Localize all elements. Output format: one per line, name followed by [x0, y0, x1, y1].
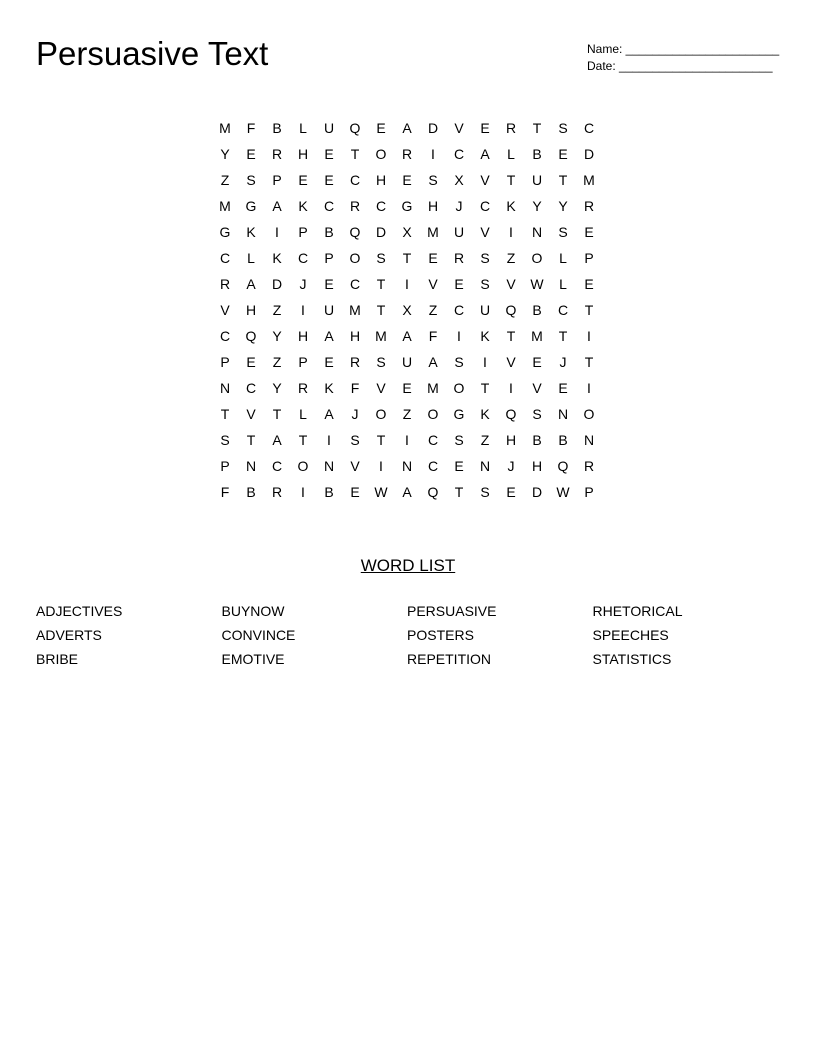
grid-letter: D	[375, 224, 387, 240]
grid-letter: T	[402, 250, 412, 266]
grid-letter: H	[505, 432, 517, 448]
grid-letter: V	[506, 276, 516, 292]
grid-letter: G	[453, 406, 465, 422]
grid-letter: Q	[349, 224, 361, 240]
grid-letter: R	[349, 354, 361, 370]
grid-letter: X	[402, 224, 412, 240]
grid-letter: C	[557, 302, 569, 318]
grid-letter: E	[480, 120, 490, 136]
grid-letter: E	[350, 484, 360, 500]
grid-letter: Z	[272, 302, 282, 318]
grid-letter: E	[454, 276, 464, 292]
grid-letter: U	[453, 224, 465, 240]
word-list-item: EMOTIVE	[221, 651, 285, 667]
grid-letter: U	[323, 302, 335, 318]
grid-letter: J	[507, 458, 515, 474]
grid-letter: M	[427, 224, 439, 240]
grid-letter: Q	[505, 406, 517, 422]
grid-letter: L	[299, 406, 307, 422]
grid-letter: O	[375, 406, 387, 422]
grid-letter: U	[479, 302, 491, 318]
grid-letter: V	[220, 302, 230, 318]
grid-letter: T	[454, 484, 464, 500]
grid-letter: B	[532, 432, 542, 448]
grid-letter: N	[219, 380, 231, 396]
grid-letter: Y	[272, 328, 282, 344]
grid-letter: L	[299, 120, 307, 136]
grid-letter: W	[374, 484, 388, 500]
grid-letter: G	[245, 198, 257, 214]
word-list-item: BRIBE	[36, 651, 79, 667]
grid-letter: L	[247, 250, 255, 266]
word-list-item: BUYNOW	[221, 603, 285, 619]
grid-letter: Q	[349, 120, 361, 136]
grid-letter: B	[532, 146, 542, 162]
grid-letter: Y	[532, 198, 542, 214]
grid-letter: E	[454, 458, 464, 474]
grid-letter: T	[506, 328, 516, 344]
grid-letter: Q	[557, 458, 569, 474]
grid-letter: I	[587, 328, 591, 344]
grid-letter: J	[299, 276, 307, 292]
grid-letter: F	[350, 380, 360, 396]
grid-letter: N	[401, 458, 413, 474]
grid-letter: T	[246, 432, 256, 448]
grid-letter: F	[220, 484, 230, 500]
word-list-item: ADVERTS	[36, 627, 102, 643]
grid-letter: Z	[480, 432, 490, 448]
grid-letter: C	[479, 198, 491, 214]
grid-letter: V	[428, 276, 438, 292]
grid-letter: K	[324, 380, 334, 396]
grid-letter: B	[532, 302, 542, 318]
grid-letter: T	[584, 302, 594, 318]
grid-letter: V	[376, 380, 386, 396]
grid-letter: R	[583, 458, 595, 474]
grid-letter: R	[271, 484, 283, 500]
grid-letter: Z	[220, 172, 230, 188]
grid-letter: H	[349, 328, 361, 344]
grid-letter: Z	[506, 250, 516, 266]
grid-letter: C	[583, 120, 595, 136]
grid-letter: T	[506, 172, 516, 188]
grid-letter: A	[324, 406, 334, 422]
grid-letter: V	[480, 172, 490, 188]
word-list-item: REPETITION	[407, 651, 492, 667]
grid-letter: B	[272, 120, 282, 136]
grid-letter: H	[531, 458, 543, 474]
grid-letter: I	[301, 302, 305, 318]
grid-letter: B	[324, 224, 334, 240]
grid-letter: R	[583, 198, 595, 214]
grid-letter: S	[480, 250, 490, 266]
grid-letter: D	[583, 146, 595, 162]
grid-letter: A	[402, 328, 412, 344]
grid-letter: A	[246, 276, 256, 292]
grid-letter: I	[483, 354, 487, 370]
grid-letter: T	[272, 406, 282, 422]
grid-letter: N	[479, 458, 491, 474]
grid-letter: C	[427, 432, 439, 448]
grid-letter: T	[532, 120, 542, 136]
name-date-block	[587, 41, 779, 75]
grid-letter: U	[323, 120, 335, 136]
grid-letter: V	[480, 224, 490, 240]
word-list-item: STATISTICS	[592, 651, 672, 667]
grid-letter: D	[427, 120, 439, 136]
grid-letter: B	[324, 484, 334, 500]
grid-letter: M	[375, 328, 387, 344]
grid-letter: R	[271, 146, 283, 162]
grid-letter: E	[324, 354, 334, 370]
grid-letter: E	[246, 146, 256, 162]
grid-letter: Y	[272, 380, 282, 396]
grid-letter: R	[297, 380, 309, 396]
grid-letter: I	[509, 380, 513, 396]
grid-letter: P	[272, 172, 282, 188]
grid-letter: V	[532, 380, 542, 396]
grid-letter: V	[454, 120, 464, 136]
grid-letter: O	[349, 250, 361, 266]
grid-letter: M	[219, 198, 231, 214]
grid-letter: M	[531, 328, 543, 344]
word-list-item: SPEECHES	[592, 627, 669, 643]
grid-letter: S	[454, 432, 464, 448]
grid-letter: Q	[245, 328, 257, 344]
grid-letter: A	[272, 198, 282, 214]
grid-letter: M	[427, 380, 439, 396]
grid-letter: S	[350, 432, 360, 448]
grid-letter: A	[324, 328, 334, 344]
grid-letter: C	[219, 328, 231, 344]
grid-letter: E	[324, 172, 334, 188]
grid-letter: I	[431, 146, 435, 162]
grid-letter: F	[246, 120, 256, 136]
grid-letter: T	[376, 302, 386, 318]
grid-letter: T	[350, 146, 360, 162]
grid-letter: X	[402, 302, 412, 318]
grid-letter: N	[245, 458, 257, 474]
grid-letter: M	[219, 120, 231, 136]
grid-letter: H	[375, 172, 387, 188]
grid-letter: I	[301, 484, 305, 500]
grid-letter: Z	[428, 302, 438, 318]
grid-letter: I	[587, 380, 591, 396]
word-list-heading: WORD LIST	[360, 556, 456, 575]
grid-letter: T	[220, 406, 230, 422]
grid-letter: L	[559, 276, 567, 292]
grid-letter: E	[584, 276, 594, 292]
grid-letter: E	[402, 172, 412, 188]
grid-letter: S	[532, 406, 542, 422]
grid-letter: S	[454, 354, 464, 370]
grid-letter: D	[271, 276, 283, 292]
grid-letter: V	[506, 354, 516, 370]
grid-letter: D	[531, 484, 543, 500]
grid-letter: A	[272, 432, 282, 448]
grid-letter: M	[349, 302, 361, 318]
grid-letter: C	[219, 250, 231, 266]
word-list-item: ADJECTIVES	[36, 603, 123, 619]
grid-letter: A	[402, 484, 412, 500]
grid-letter: E	[324, 146, 334, 162]
grid-letter: Q	[505, 302, 517, 318]
grid-letter: T	[298, 432, 308, 448]
grid-letter: Z	[272, 354, 282, 370]
grid-letter: L	[559, 250, 567, 266]
grid-letter: R	[219, 276, 231, 292]
grid-letter: S	[480, 484, 490, 500]
grid-letter: S	[376, 354, 386, 370]
grid-letter: E	[298, 172, 308, 188]
grid-letter: C	[271, 458, 283, 474]
grid-letter: K	[506, 198, 516, 214]
grid-letter: S	[480, 276, 490, 292]
grid-letter: C	[427, 458, 439, 474]
grid-letter: T	[558, 172, 568, 188]
grid-letter: N	[323, 458, 335, 474]
grid-letter: K	[298, 198, 308, 214]
grid-letter: E	[402, 380, 412, 396]
grid-letter: T	[558, 328, 568, 344]
grid-letter: G	[219, 224, 231, 240]
grid-letter: E	[324, 276, 334, 292]
grid-letter: I	[379, 458, 383, 474]
grid-letter: C	[349, 276, 361, 292]
grid-letter: C	[375, 198, 387, 214]
grid-letter: Y	[558, 198, 568, 214]
grid-letter: Q	[427, 484, 439, 500]
grid-letter: N	[583, 432, 595, 448]
grid-letter: C	[453, 302, 465, 318]
grid-letter: E	[506, 484, 516, 500]
grid-letter: Y	[220, 146, 230, 162]
grid-letter: K	[480, 406, 490, 422]
grid-letter: H	[297, 146, 309, 162]
grid-letter: W	[530, 276, 544, 292]
letter-grid	[212, 115, 602, 505]
grid-letter: P	[584, 484, 594, 500]
grid-letter: R	[453, 250, 465, 266]
grid-letter: H	[297, 328, 309, 344]
grid-letter: Z	[402, 406, 412, 422]
grid-letter: J	[351, 406, 359, 422]
grid-letter: O	[297, 458, 309, 474]
date-line: Date: _______________________	[587, 59, 773, 73]
grid-letter: R	[505, 120, 517, 136]
grid-letter: J	[559, 354, 567, 370]
word-list-item: PERSUASIVE	[407, 603, 497, 619]
grid-letter: S	[246, 172, 256, 188]
grid-letter: S	[220, 432, 230, 448]
grid-letter: P	[298, 354, 308, 370]
grid-letter: V	[246, 406, 256, 422]
grid-letter: P	[220, 354, 230, 370]
word-list-item: RHETORICAL	[592, 603, 683, 619]
grid-letter: T	[376, 276, 386, 292]
grid-letter: E	[428, 250, 438, 266]
grid-letter: R	[349, 198, 361, 214]
grid-letter: I	[405, 432, 409, 448]
grid-letter: C	[349, 172, 361, 188]
grid-letter: N	[557, 406, 569, 422]
grid-letter: I	[509, 224, 513, 240]
grid-letter: V	[350, 458, 360, 474]
grid-letter: C	[245, 380, 257, 396]
grid-letter: J	[455, 198, 463, 214]
grid-letter: P	[220, 458, 230, 474]
grid-letter: K	[246, 224, 256, 240]
grid-letter: I	[405, 276, 409, 292]
word-list	[36, 599, 780, 671]
grid-letter: E	[376, 120, 386, 136]
grid-letter: E	[558, 146, 568, 162]
grid-letter: H	[427, 198, 439, 214]
grid-letter: T	[584, 354, 594, 370]
grid-letter: T	[376, 432, 386, 448]
grid-letter: E	[532, 354, 542, 370]
grid-letter: P	[298, 224, 308, 240]
grid-letter: B	[558, 432, 568, 448]
grid-letter: S	[558, 120, 568, 136]
grid-letter: T	[480, 380, 490, 396]
grid-letter: E	[558, 380, 568, 396]
word-list-item: CONVINCE	[221, 627, 296, 643]
grid-letter: M	[583, 172, 595, 188]
grid-letter: E	[246, 354, 256, 370]
grid-letter: O	[375, 146, 387, 162]
grid-letter: S	[376, 250, 386, 266]
word-list-heading-row	[0, 554, 816, 578]
grid-letter: P	[584, 250, 594, 266]
grid-letter: O	[583, 406, 595, 422]
grid-letter: K	[480, 328, 490, 344]
grid-letter: X	[454, 172, 464, 188]
grid-letter: C	[323, 198, 335, 214]
page-title: Persuasive Text	[36, 35, 269, 72]
name-line: Name: _______________________	[587, 42, 780, 56]
grid-letter: K	[272, 250, 282, 266]
grid-letter: C	[453, 146, 465, 162]
grid-letter: O	[453, 380, 465, 396]
grid-letter: G	[401, 198, 413, 214]
grid-letter: F	[428, 328, 438, 344]
grid-letter: O	[427, 406, 439, 422]
grid-letter: A	[428, 354, 438, 370]
grid-letter: A	[480, 146, 490, 162]
grid-letter: I	[275, 224, 279, 240]
grid-letter: R	[401, 146, 413, 162]
grid-letter: H	[245, 302, 257, 318]
word-list-item: POSTERS	[407, 627, 474, 643]
grid-letter: A	[402, 120, 412, 136]
grid-letter: I	[457, 328, 461, 344]
grid-letter: N	[531, 224, 543, 240]
grid-letter: E	[584, 224, 594, 240]
grid-letter: S	[558, 224, 568, 240]
grid-letter: U	[401, 354, 413, 370]
grid-letter: S	[428, 172, 438, 188]
grid-letter: I	[327, 432, 331, 448]
grid-letter: P	[324, 250, 334, 266]
grid-letter: W	[556, 484, 570, 500]
grid-letter: U	[531, 172, 543, 188]
grid-letter: C	[297, 250, 309, 266]
grid-letter: B	[246, 484, 256, 500]
grid-letter: O	[531, 250, 543, 266]
grid-letter: L	[507, 146, 515, 162]
